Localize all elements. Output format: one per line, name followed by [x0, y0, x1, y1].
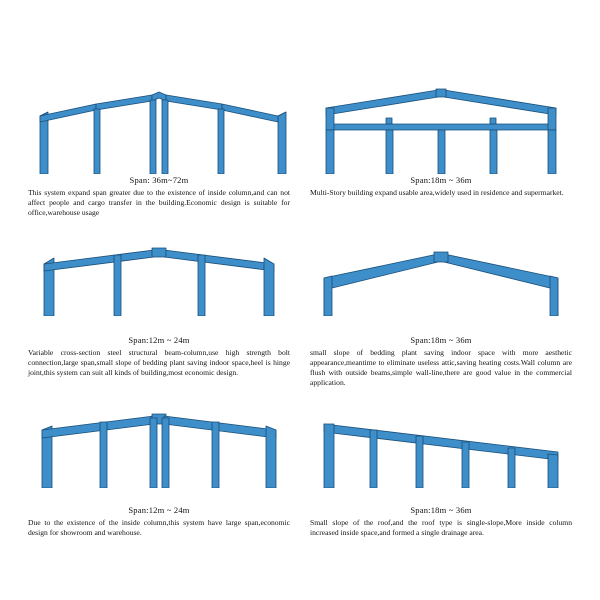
figure-description-1: This system expand span greater due to the existence of inside column,and can not affect people and cargo transfer in the building.Economic design is suitable for office,warehouse usage — [28, 188, 290, 218]
row-spacer-1 — [18, 224, 300, 238]
span-label-2: Span:18m ~ 36m — [410, 175, 472, 185]
row-spacer-4 — [300, 394, 582, 408]
figure-drawing-variable-cross-section-frame — [26, 238, 292, 334]
figure-description-2: Multi-Story building expand usable area,widely used in residence and supermarket. — [310, 188, 564, 197]
figure-drawing-low-slope-wide-span-frame — [308, 238, 574, 334]
figure-cell-multi-story-frame — [300, 78, 582, 224]
span-label-5: Span:12m ~ 24m — [128, 505, 190, 516]
span-label-4: Span:18m ~ 36m — [410, 335, 472, 346]
figure-drawing-multi-story-frame — [308, 78, 574, 174]
figure-description-6: Small slope of the roof,and the roof type is single-slope,More inside column increased inside space,and formed a single drainage area. — [310, 518, 572, 538]
row-spacer-3 — [18, 394, 300, 408]
span-label-6: Span:18m ~ 36m — [410, 505, 472, 516]
figure-cell-low-slope-wide-span-frame — [300, 238, 582, 394]
figure-description-5: Due to the existence of the inside column,this system have large span,economic design for showroom and warehouse. — [28, 518, 290, 538]
figure-cell-inside-column-frame — [18, 408, 300, 544]
figure-drawing-single-slope-frame — [308, 408, 574, 504]
row-spacer-2 — [300, 224, 582, 238]
span-label-1: Span: 36m~72m — [129, 175, 189, 185]
figure-drawing-inside-column-frame — [26, 408, 292, 504]
figure-drawing-portal-frame-multi-bay — [26, 78, 292, 174]
figure-cell-portal-frame-multi-bay — [18, 78, 300, 224]
figure-grid — [18, 78, 582, 544]
figure-description-3: Variable cross-section steel structural beam-column,use high strength bolt connection,large span,small slope of bedding plant saving indoor space,heel is hinge joint,this system can suit all kinds of building,most economic design. — [28, 348, 290, 378]
span-label-3: Span:12m ~ 24m — [128, 335, 190, 346]
figure-cell-single-slope-frame — [300, 408, 582, 544]
figure-cell-variable-cross-section-frame — [18, 238, 300, 394]
figure-description-4: small slope of bedding plant saving indoor space with more aesthetic appearance,meantime to eliminate useless attic,saving heating costs.Wall column are flush with outside beams,simple wall-line,there are good value in the commercial application. — [310, 348, 572, 388]
